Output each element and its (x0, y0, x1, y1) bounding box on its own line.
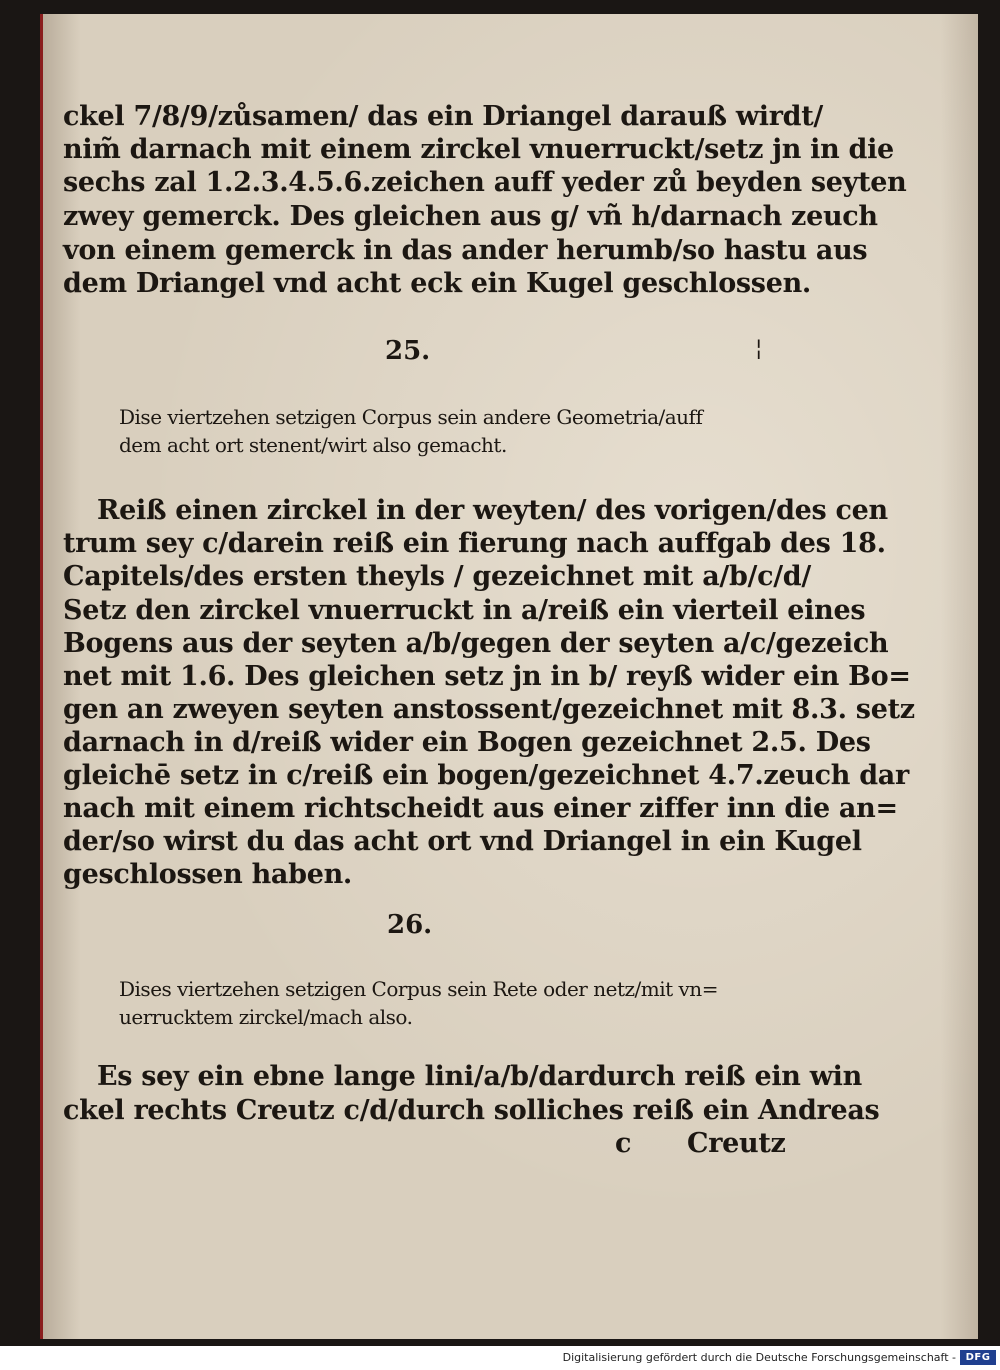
signature-mark: c (615, 1128, 632, 1159)
catchword: Creutz (687, 1128, 786, 1159)
caption-line: uerrucktem zirckel/mach also. (119, 1005, 413, 1029)
text-line: ckel rechts Creutz c/d/durch solliches reiß ein Andreas (63, 1095, 880, 1126)
text-line: gleichē setz in c/reiß ein bogen/gezeichnet 4.7.zeuch dar (63, 760, 909, 791)
caption-line: Dises viertzehen setzigen Corpus sein Rete oder netz/mit vn= (119, 977, 718, 1001)
caption-line: Dise viertzehen setzigen Corpus sein andere Geometria/auff (119, 405, 703, 429)
text-line: nim̃ darnach mit einem zirckel vnuerruckt/setz jn in die (63, 134, 894, 165)
text-line: darnach in d/reiß wider ein Bogen gezeichnet 2.5. Des (63, 727, 871, 758)
text-line: gen an zweyen seyten anstossent/gezeichnet mit 8.3. setz (63, 694, 915, 725)
section-number: 26. (387, 910, 433, 940)
text-line: geschlossen haben. (63, 859, 353, 890)
text-line: dem Driangel vnd acht eck ein Kugel geschlossen. (63, 268, 812, 299)
text-line: der/so wirst du das acht ort vnd Driangel in ein Kugel (63, 826, 862, 857)
text-line: net mit 1.6. Des gleichen setz jn in b/ reyß wider ein Bo= (63, 661, 911, 692)
text-line: von einem gemerck in das ander herumb/so hastu aus (63, 235, 868, 266)
text-line: ckel 7/8/9/zůsamen/ das ein Driangel darauß wirdt/ (63, 101, 823, 132)
text-line: sechs zal 1.2.3.4.5.6.zeichen auff yeder zů beyden seyten (63, 167, 907, 198)
text-line: Es sey ein ebne lange lini/a/b/dardurch reiß ein win (97, 1061, 862, 1092)
footer-bar (0, 1346, 1000, 1370)
margin-mark: ¦ (755, 336, 763, 361)
text-line: Capitels/des ersten theyls / gezeichnet mit a/b/c/d/ (63, 561, 811, 592)
funding-notice: Digitalisierung gefördert durch die Deutsche Forschungsgemeinschaft - (562, 1351, 956, 1364)
text-line: Reiß einen zirckel in der weyten/ des vorigen/des cen (97, 495, 888, 526)
text-line: nach mit einem richtscheidt aus einer ziffer inn die an= (63, 793, 898, 824)
section-number: 25. (385, 336, 431, 366)
book-page (40, 14, 978, 1339)
dfg-logo: DFG (960, 1350, 996, 1365)
text-line: Bogens aus der seyten a/b/gegen der seyten a/c/gezeich (63, 628, 889, 659)
text-line: Setz den zirckel vnuerruckt in a/reiß ein vierteil eines (63, 595, 866, 626)
text-line: trum sey c/darein reiß ein fierung nach auffgab des 18. (63, 528, 886, 559)
caption-line: dem acht ort stenent/wirt also gemacht. (119, 433, 507, 457)
text-line: zwey gemerck. Des gleichen aus g/ vñ h/darnach zeuch (63, 201, 878, 232)
